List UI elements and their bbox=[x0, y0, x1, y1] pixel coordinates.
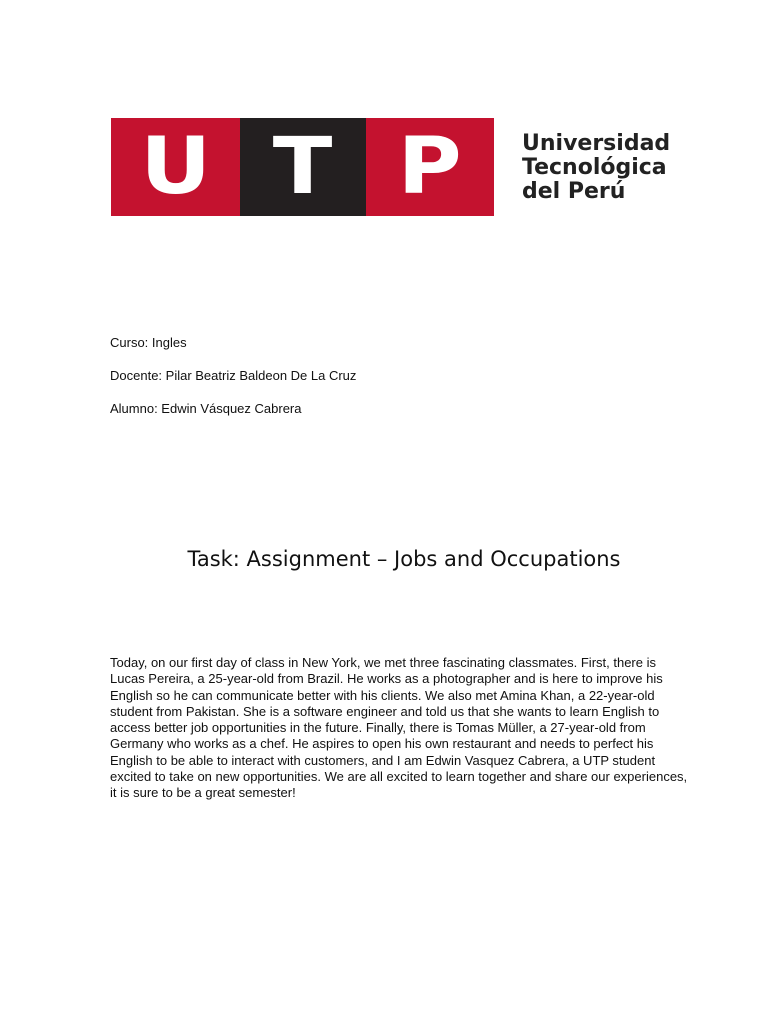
logo-block-u bbox=[111, 118, 240, 216]
university-name-line: del Perú bbox=[522, 179, 626, 204]
teacher-label: Docente: Pilar Beatriz Baldeon De La Cruz bbox=[110, 368, 357, 383]
logo-letter-p: P bbox=[397, 122, 463, 212]
university-name-line: Tecnológica bbox=[522, 155, 667, 180]
body-paragraph: Today, on our first day of class in New York, we met three fascinating classmates. First, there is Lucas Pereira, a 25-year-old from Brazil. He works as a photographer and is here to improve his English so he can communicate better with his clients. We also met Amina Khan, a 22-year-old student from Pakistan. She is a software engineer and told us that she wants to learn English to access better job opportunities in the future. Finally, there is Tomas Müller, a 27-year-old from Germany who works as a chef. He aspires to open his own restaurant and needs to perfect his English to be able to interact with customers, and I am Edwin Vasquez Cabrera, a UTP student excited to take on new opportunities. We are all excited to learn together and share our experiences, it is sure to be a great semester! bbox=[110, 655, 688, 801]
logo-letter-t: T bbox=[273, 122, 333, 212]
logo-letter-blocks bbox=[111, 118, 494, 216]
course-label: Curso: Ingles bbox=[110, 335, 187, 350]
logo-block-p bbox=[366, 118, 494, 216]
task-title: Task: Assignment – Jobs and Occupations bbox=[187, 547, 621, 571]
student-label: Alumno: Edwin Vásquez Cabrera bbox=[110, 401, 302, 416]
university-name-line: Universidad bbox=[522, 131, 671, 156]
logo-letter-u: U bbox=[140, 122, 211, 212]
university-name bbox=[522, 132, 712, 204]
logo-block-t bbox=[240, 118, 366, 216]
utp-logo bbox=[111, 118, 701, 216]
